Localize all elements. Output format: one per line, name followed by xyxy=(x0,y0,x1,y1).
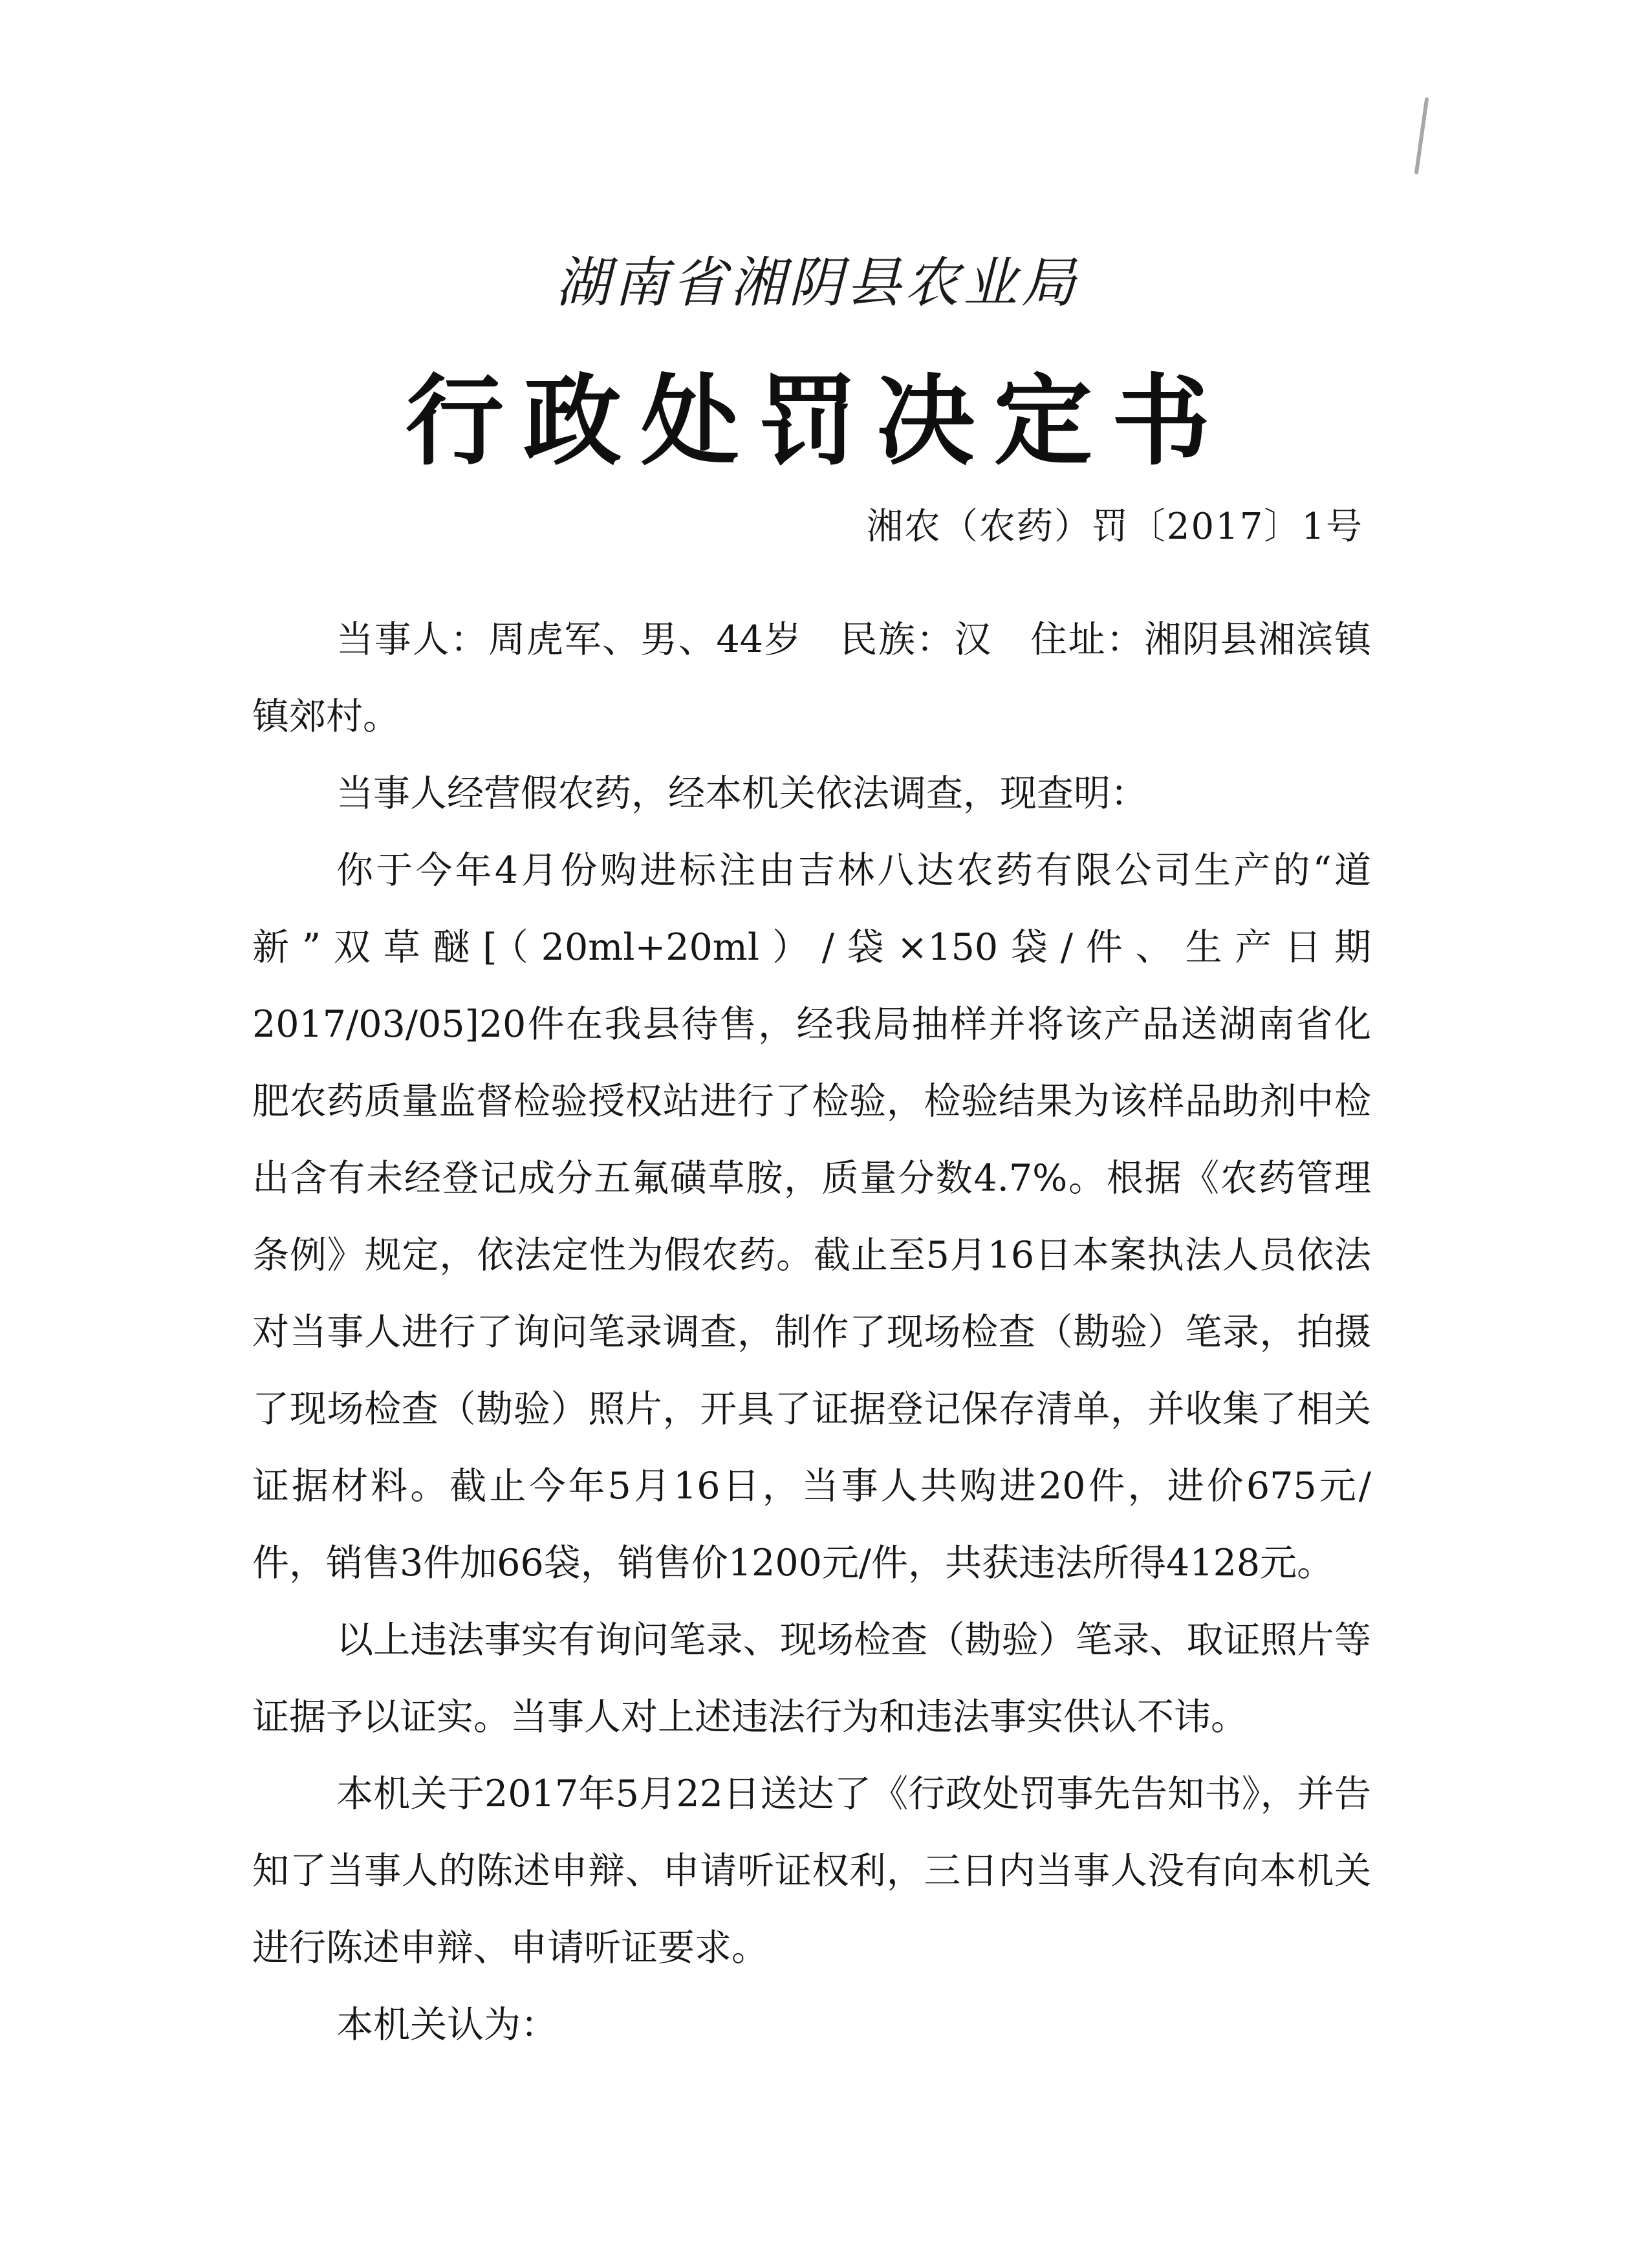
notice-paragraph: 本机关于2017年5月22日送达了《行政处罚事先告知书》，并告知了当事人的陈述申辩、申请听证权利，三日内当事人没有向本机关进行陈述申辩、申请听证要求。 xyxy=(252,1773,1371,1969)
investigation-intro-paragraph: 当事人经营假农药，经本机关依法调查，现查明： xyxy=(336,772,1147,815)
document-body xyxy=(252,601,1371,2064)
scan-artifact-mark xyxy=(1414,97,1429,175)
conclusion-lead-paragraph: 本机关认为： xyxy=(336,2003,558,2046)
evidence-paragraph: 以上违法事实有询问笔录、现场检查（勘验）笔录、取证照片等证据予以证实。当事人对上述违法行为和违法事实供认不讳。 xyxy=(252,1619,1371,1738)
document-title: 行政处罚决定书 xyxy=(406,363,1229,479)
issuing-authority: 湖南省湘阴县农业局 xyxy=(555,251,1079,314)
party-info-paragraph: 当事人：周虎军、男、44岁 民族：汉 住址：湘阴县湘滨镇镇郊村。 xyxy=(252,618,1371,738)
document-number: 湘农（农药）罚〔2017〕1号 xyxy=(866,506,1363,548)
facts-paragraph: 你于今年4月份购进标注由吉林八达农药有限公司生产的“道新”双草醚[（20ml+20ml）/袋×150袋/件、生产日期2017/03/05]20件在我县待售，经我局抽样并将该产品送湖南省化肥农药质量监督检验授权站进行了检验，检验结果为该样品助剂中检出含有未经登记成分五氟磺草胺，质量分数4.7%。根据《农药管理条例》规定，依法定性为假农药。截止至5月16日本案执法人员依法对当事人进行了询问笔录调查，制作了现场检查（勘验）笔录，拍摄了现场检查（勘验）照片，开具了证据登记保存清单，并收集了相关证据材料。截止今年5月16日，当事人共购进20件，进价675元/件，销售3件加66袋，销售价1200元/件，共获违法所得4128元。 xyxy=(252,849,1371,1584)
